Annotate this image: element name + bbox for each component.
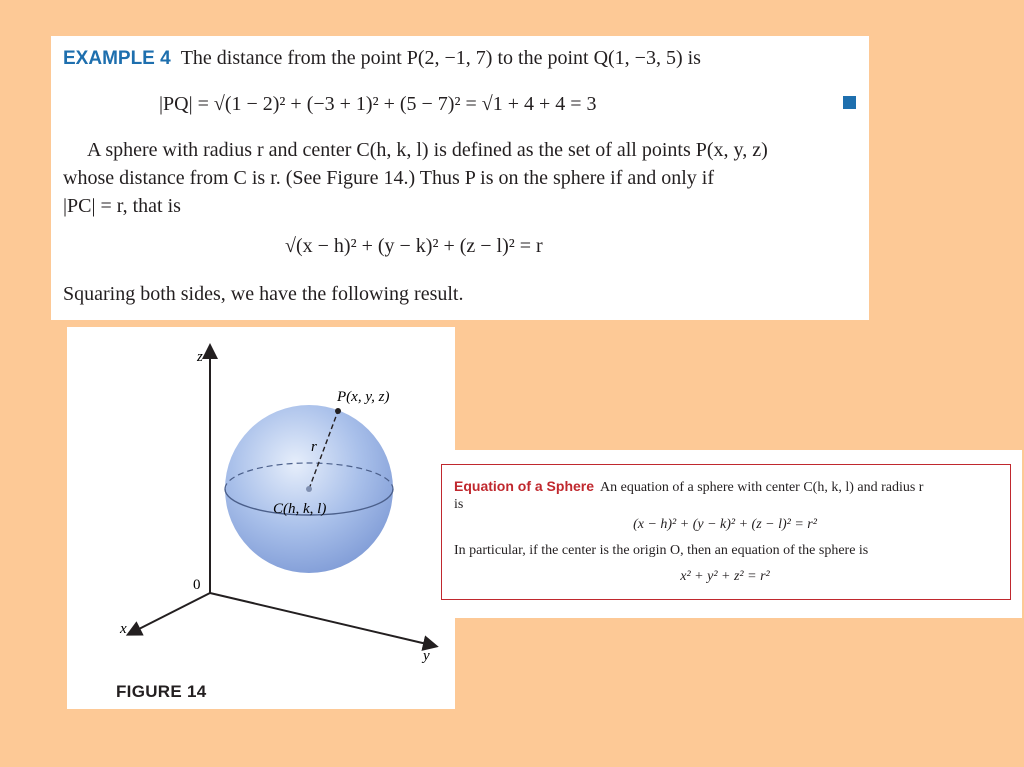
definition-line-2: whose distance from C is r. (See Figure 14.) Thus P is on the sphere if and only if: [63, 167, 715, 189]
example-heading: EXAMPLE 4: [63, 48, 171, 69]
z-axis-label: z: [197, 349, 203, 365]
origin-label: 0: [193, 577, 201, 593]
distance-equation: |PQ| = √(1 − 2)² + (−3 + 1)² + (5 − 7)² = √1 + 4 + 4 = 3: [159, 93, 597, 115]
y-axis: [210, 593, 431, 645]
point-p: [335, 408, 341, 414]
sphere-box-line-3: In particular, if the center is the origin O, then an equation of the sphere is: [454, 543, 869, 558]
sphere-equation: (x − h)² + (y − k)² + (z − l)² = r²: [633, 517, 817, 532]
center-point: [306, 486, 312, 492]
center-label: C(h, k, l): [273, 501, 327, 517]
radius-label: r: [311, 439, 317, 455]
example-intro: The distance from the point P(2, −1, 7) to the point Q(1, −3, 5) is: [180, 47, 701, 69]
figure-caption: FIGURE 14: [116, 682, 207, 701]
x-axis-label: x: [120, 621, 127, 637]
sphere-distance-equation: √(x − h)² + (y − k)² + (z − l)² = r: [285, 235, 543, 257]
sphere-figure: [67, 327, 455, 677]
sphere-box-line-2: is: [454, 497, 464, 512]
definition-line-3: |PC| = r, that is: [63, 195, 181, 217]
example-panel: [51, 36, 869, 320]
conclusion-text: Squaring both sides, we have the following result.: [63, 283, 464, 305]
origin-sphere-equation: x² + y² + z² = r²: [680, 569, 770, 584]
definition-line-1: A sphere with radius r and center C(h, k, l) is defined as the set of all points P(x, y, z): [87, 139, 768, 161]
figure-panel: [67, 327, 455, 709]
x-axis: [133, 593, 210, 632]
point-p-label: P(x, y, z): [337, 389, 390, 405]
end-of-example-square-icon: [843, 96, 856, 109]
sphere-box-heading: Equation of a Sphere: [454, 478, 595, 494]
example-intro-line: [63, 46, 701, 71]
sphere-box-intro-line: [454, 477, 923, 497]
sphere-box-line-1: An equation of a sphere with center C(h, k, l) and radius r: [600, 480, 924, 495]
y-axis-label: y: [423, 648, 430, 664]
sphere-equation-box: [441, 464, 1011, 600]
sphere-equation-panel: [436, 450, 1022, 618]
